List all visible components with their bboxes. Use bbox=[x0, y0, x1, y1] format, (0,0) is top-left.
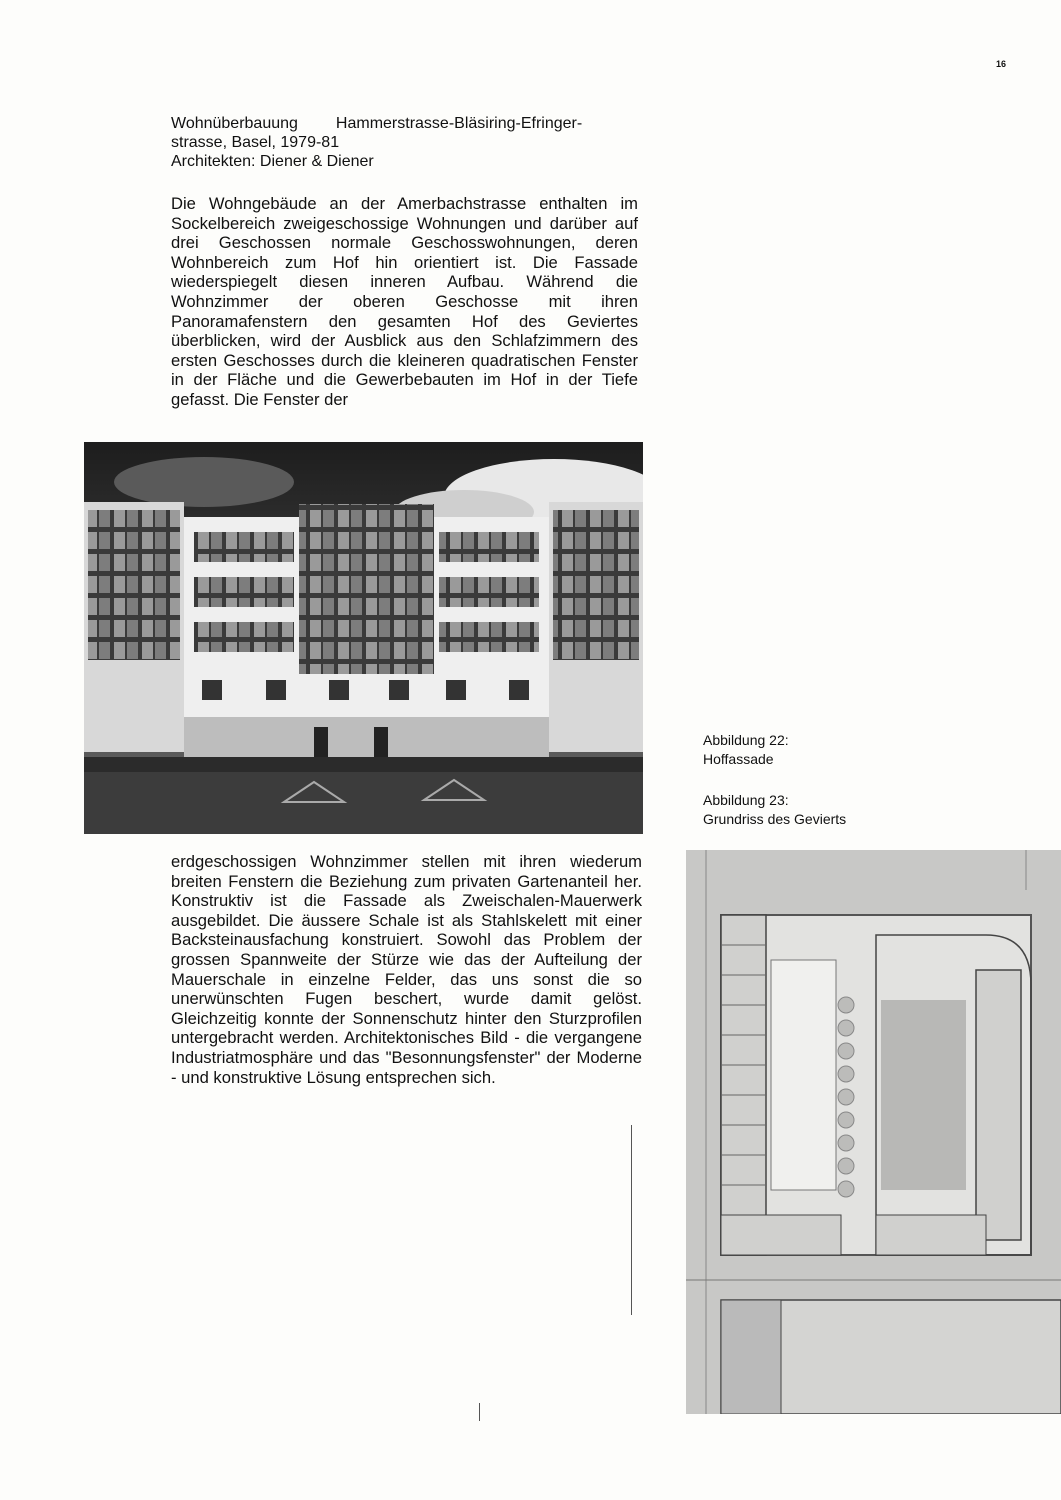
figure-23-caption bbox=[703, 791, 846, 829]
title-block bbox=[171, 114, 641, 171]
figure-23-label: Abbildung 23: bbox=[703, 792, 789, 808]
title-project: Wohnüberbauung bbox=[171, 115, 298, 132]
body-paragraph-2: erdgeschossigen Wohnzimmer stellen mit ihren wiederum breiten Fenstern die Beziehung zum privaten Gartenanteil her. Konstruktiv ist die Fassade als Zweischalen-Mauerwerk ausgebildet. Die äussere Schale ist als Stahlskelett mit einer Backsteinausfachung konstruiert. Sowohl das Problem der grossen Spannweite der Stürze wie das der Aufteilung der Mauerschale in einzelne Felder, das uns sonst die so unerwünschten Fugen beschert, wurde damit gelöst. Gleichzeitig konnte der Sonnenschutz hinter den Sturzprofilen untergebracht werden. Architektonisches Bild - die vergangene Industriatmosphäre und das "Besonnungsfenster" der Moderne - und konstruktive Lösung entsprechen sich. bbox=[171, 852, 642, 1087]
site-plan bbox=[686, 850, 1061, 1414]
figure-22-text: Hoffassade bbox=[703, 751, 774, 767]
figure-23-text: Grundriss des Gevierts bbox=[703, 811, 847, 827]
margin-tick bbox=[479, 1403, 480, 1421]
figure-22-caption bbox=[703, 731, 789, 769]
margin-rule bbox=[631, 1125, 632, 1315]
title-line-2: strasse, Basel, 1979-81 bbox=[171, 134, 340, 151]
title-architects: Architekten: Diener & Diener bbox=[171, 153, 374, 170]
title-streets: Hammerstrasse-Bläsiring-Efringer- bbox=[335, 115, 583, 132]
body-paragraph-1: Die Wohngebäude an der Amerbachstrasse enthalten im Sockelbereich zweigeschossige Wohnungen und darüber auf drei Geschossen normale Geschosswohnungen, deren Wohnbereich zum Hof hin orientiert ist. Die Fassade wiederspiegelt diesen inneren Aufbau. Während die Wohnzimmer der oberen Geschosse mit ihren Panoramafenstern den gesamten Hof des Geviertes überblicken, wird der Ausblick aus den Schlafzimmern des ersten Geschosses durch die kleineren quadratischen Fenster in der Fläche und die Gewerbebauten im Hof in der Tiefe gefasst. Die Fenster der bbox=[171, 194, 638, 409]
facade-photo bbox=[84, 442, 643, 834]
page-number: 16 bbox=[996, 59, 1007, 69]
figure-22-label: Abbildung 22: bbox=[703, 732, 789, 748]
title-line-1 bbox=[171, 114, 641, 133]
